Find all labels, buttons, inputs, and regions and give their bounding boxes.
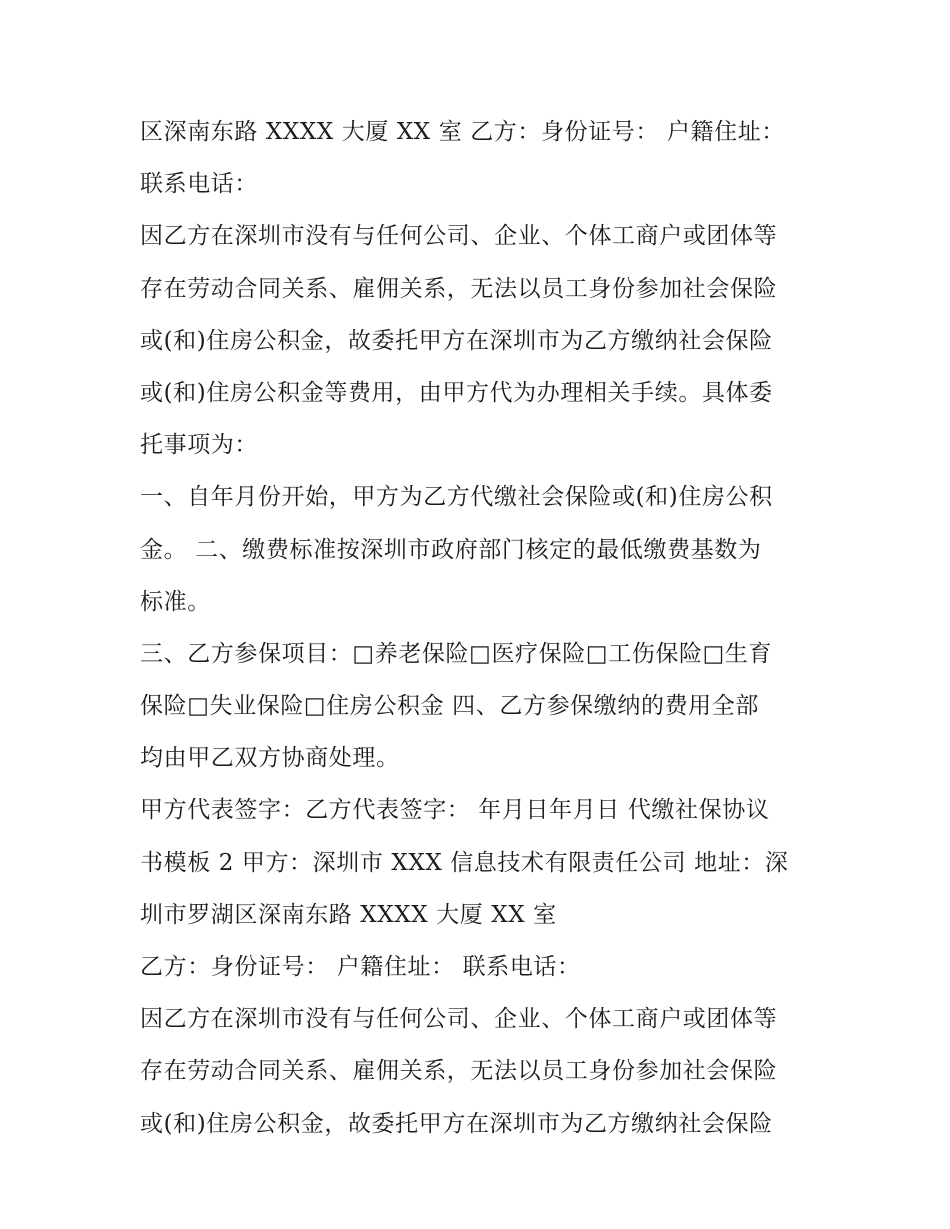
text-line: 书模板 2 甲方：深圳市 XXX 信息技术有限责任公司 地址：深: [140, 849, 789, 876]
text-line: 联系电话：: [140, 171, 258, 198]
text-line: 标准。: [140, 588, 211, 615]
text-line: 或(和)住房公积金等费用，由甲方代为办理相关手续。具体委: [140, 379, 773, 406]
text-line: 乙方：身份证号： 户籍住址： 联系电话：: [140, 954, 581, 980]
text-line: 因乙方在深圳市没有与任何公司、企业、个体工商户或团体等: [140, 1006, 778, 1033]
text-line: 三、乙方参保项目：□养老保险□医疗保险□工伤保险□生育: [140, 640, 773, 667]
text-line: 金。 二、缴费标准按深圳市政府部门核定的最低缴费基数为: [140, 536, 762, 563]
text-line: 甲方代表签字：乙方代表签字： 年月日年月日 代缴社保协议: [140, 797, 770, 824]
text-line: 存在劳动合同关系、雇佣关系，无法以员工身份参加社会保险: [140, 275, 778, 302]
text-line: 圳市罗湖区深南东路 XXXX 大厦 XX 室: [140, 901, 557, 928]
text-line: 或(和)住房公积金，故委托甲方在深圳市为乙方缴纳社会保险: [140, 327, 773, 354]
document-body: [140, 106, 820, 1150]
text-line: 区深南东路 XXXX 大厦 XX 室 乙方：身份证号： 户籍住址：: [140, 119, 785, 145]
text-line: 或(和)住房公积金，故委托甲方在深圳市为乙方缴纳社会保险: [140, 1110, 773, 1137]
text-line: 保险□失业保险□住房公积金 四、乙方参保缴纳的费用全部: [140, 693, 759, 720]
text-line: 均由甲乙双方协商处理。: [140, 745, 400, 772]
text-line: 存在劳动合同关系、雇佣关系，无法以员工身份参加社会保险: [140, 1058, 778, 1085]
text-line: 一、自年月份开始，甲方为乙方代缴社会保险或(和)住房公积: [140, 484, 773, 511]
text-line: 因乙方在深圳市没有与任何公司、企业、个体工商户或团体等: [140, 223, 778, 250]
text-line: 托事项为：: [140, 432, 258, 459]
